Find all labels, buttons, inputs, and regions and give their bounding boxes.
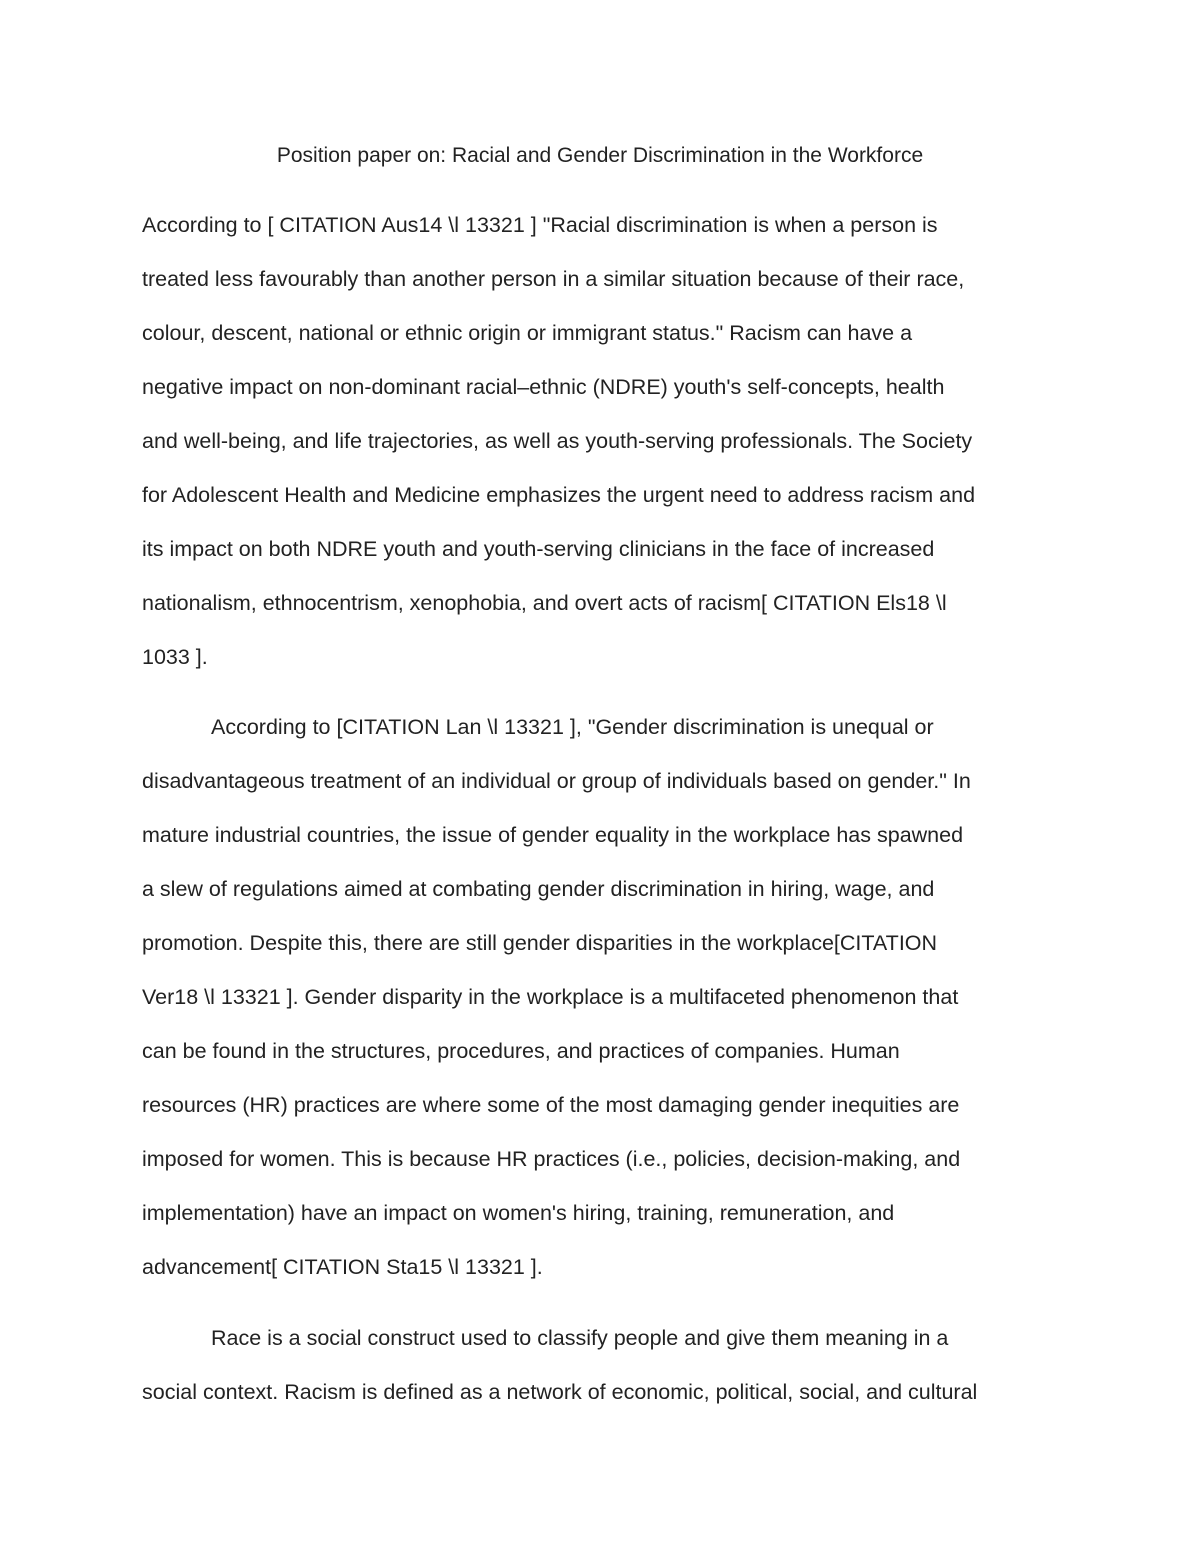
page-title: Position paper on: Racial and Gender Discrimination in the Workforce <box>276 144 924 167</box>
paragraph-line: disadvantageous treatment of an individual or group of individuals based on gender." In <box>142 769 971 793</box>
paragraph-line: social context. Racism is defined as a network of economic, political, social, and cultural <box>142 1380 978 1404</box>
paragraph-line: for Adolescent Health and Medicine emphasizes the urgent need to address racism and <box>142 483 976 507</box>
paragraph-line: can be found in the structures, procedures, and practices of companies. Human <box>142 1039 900 1063</box>
paragraph-line: and well-being, and life trajectories, as well as youth-serving professionals. The Society <box>142 429 973 453</box>
paragraph-line: colour, descent, national or ethnic origin or immigrant status." Racism can have a <box>142 321 913 345</box>
paragraph-line: nationalism, ethnocentrism, xenophobia, and overt acts of racism[ CITATION Els18 \l <box>142 591 947 615</box>
paragraph-line: imposed for women. This is because HR practices (i.e., policies, decision-making, and <box>142 1147 961 1171</box>
paragraph-line: resources (HR) practices are where some of the most damaging gender inequities are <box>142 1093 960 1117</box>
paragraph-line: its impact on both NDRE youth and youth-serving clinicians in the face of increased <box>142 537 935 561</box>
paragraph-line: implementation) have an impact on women's hiring, training, remuneration, and <box>142 1201 895 1225</box>
paragraph-line: negative impact on non-dominant racial–ethnic (NDRE) youth's self-concepts, health <box>142 375 945 399</box>
paragraph-line: mature industrial countries, the issue of gender equality in the workplace has spawned <box>142 823 964 847</box>
paragraph-line: promotion. Despite this, there are still gender disparities in the workplace[CITATION <box>142 931 938 955</box>
paragraph-line: Ver18 \l 13321 ]. Gender disparity in the workplace is a multifaceted phenomenon that <box>142 985 959 1009</box>
paragraph-line: a slew of regulations aimed at combating gender discrimination in hiring, wage, and <box>142 877 935 901</box>
paragraph-line: 1033 ]. <box>142 645 208 669</box>
paragraph-line: advancement[ CITATION Sta15 \l 13321 ]. <box>142 1255 543 1279</box>
paragraph-line: According to [CITATION Lan \l 13321 ], "Gender discrimination is unequal or <box>211 715 934 739</box>
paragraph-line: treated less favourably than another person in a similar situation because of their race, <box>142 267 965 291</box>
paragraph-line: Race is a social construct used to classify people and give them meaning in a <box>211 1326 949 1350</box>
paragraph-line: According to [ CITATION Aus14 \l 13321 ] "Racial discrimination is when a person is <box>142 213 938 237</box>
